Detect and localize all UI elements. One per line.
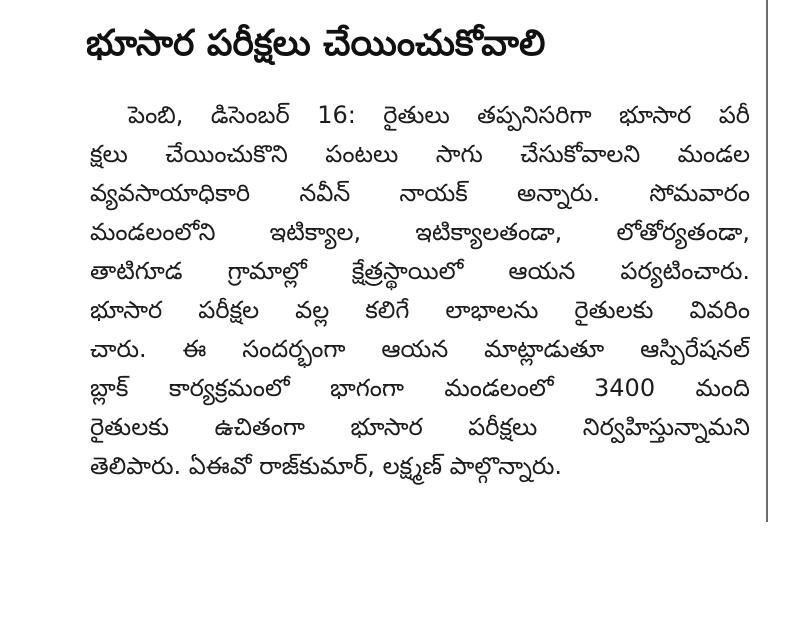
- article-line: రైతులకు ఉచితంగా భూసార పరీక్షలు నిర్వహిస్తున్నామని: [90, 413, 750, 441]
- column-divider: [766, 0, 768, 522]
- article-line: తాటిగూడ గ్రామాల్లో క్షేత్రస్థాయిలో ఆయన పర్యటించారు.: [90, 257, 750, 285]
- article-line: మండలంలోని ఇటిక్యాల, ఇటిక్యాలతండా, లోతోర్యతండా,: [90, 218, 750, 246]
- article-line: క్షలు చేయించుకొని పంటలు సాగు చేసుకోవాలని మండల: [90, 140, 750, 168]
- article-line: భూసార పరీక్షల వల్ల కలిగే లాభాలను రైతులకు వివరిం: [90, 296, 750, 324]
- article-line: పెంబి, డిసెంబర్ 16: రైతులు తప్పనిసరిగా భూసార పరీ: [128, 101, 750, 129]
- article-line: బ్లాక్ కార్యక్రమంలో భాగంగా మండలంలో 3400 మంది: [90, 374, 750, 402]
- headline: భూసార పరీక్షలు చేయించుకోవాలి: [86, 23, 546, 64]
- article-line: తెలిపారు. ఏఈవో రాజ్‌కుమార్, లక్ష్మణ్ పాల్గొన్నారు.: [90, 452, 563, 480]
- article-line: వ్యవసాయాధికారి నవీన్ నాయక్ అన్నారు. సోమవారం: [90, 179, 750, 207]
- article-body: [90, 96, 750, 486]
- article-line: చారు. ఈ సందర్భంగా ఆయన మాట్లాడుతూ ఆస్పిరేషనల్: [90, 335, 750, 363]
